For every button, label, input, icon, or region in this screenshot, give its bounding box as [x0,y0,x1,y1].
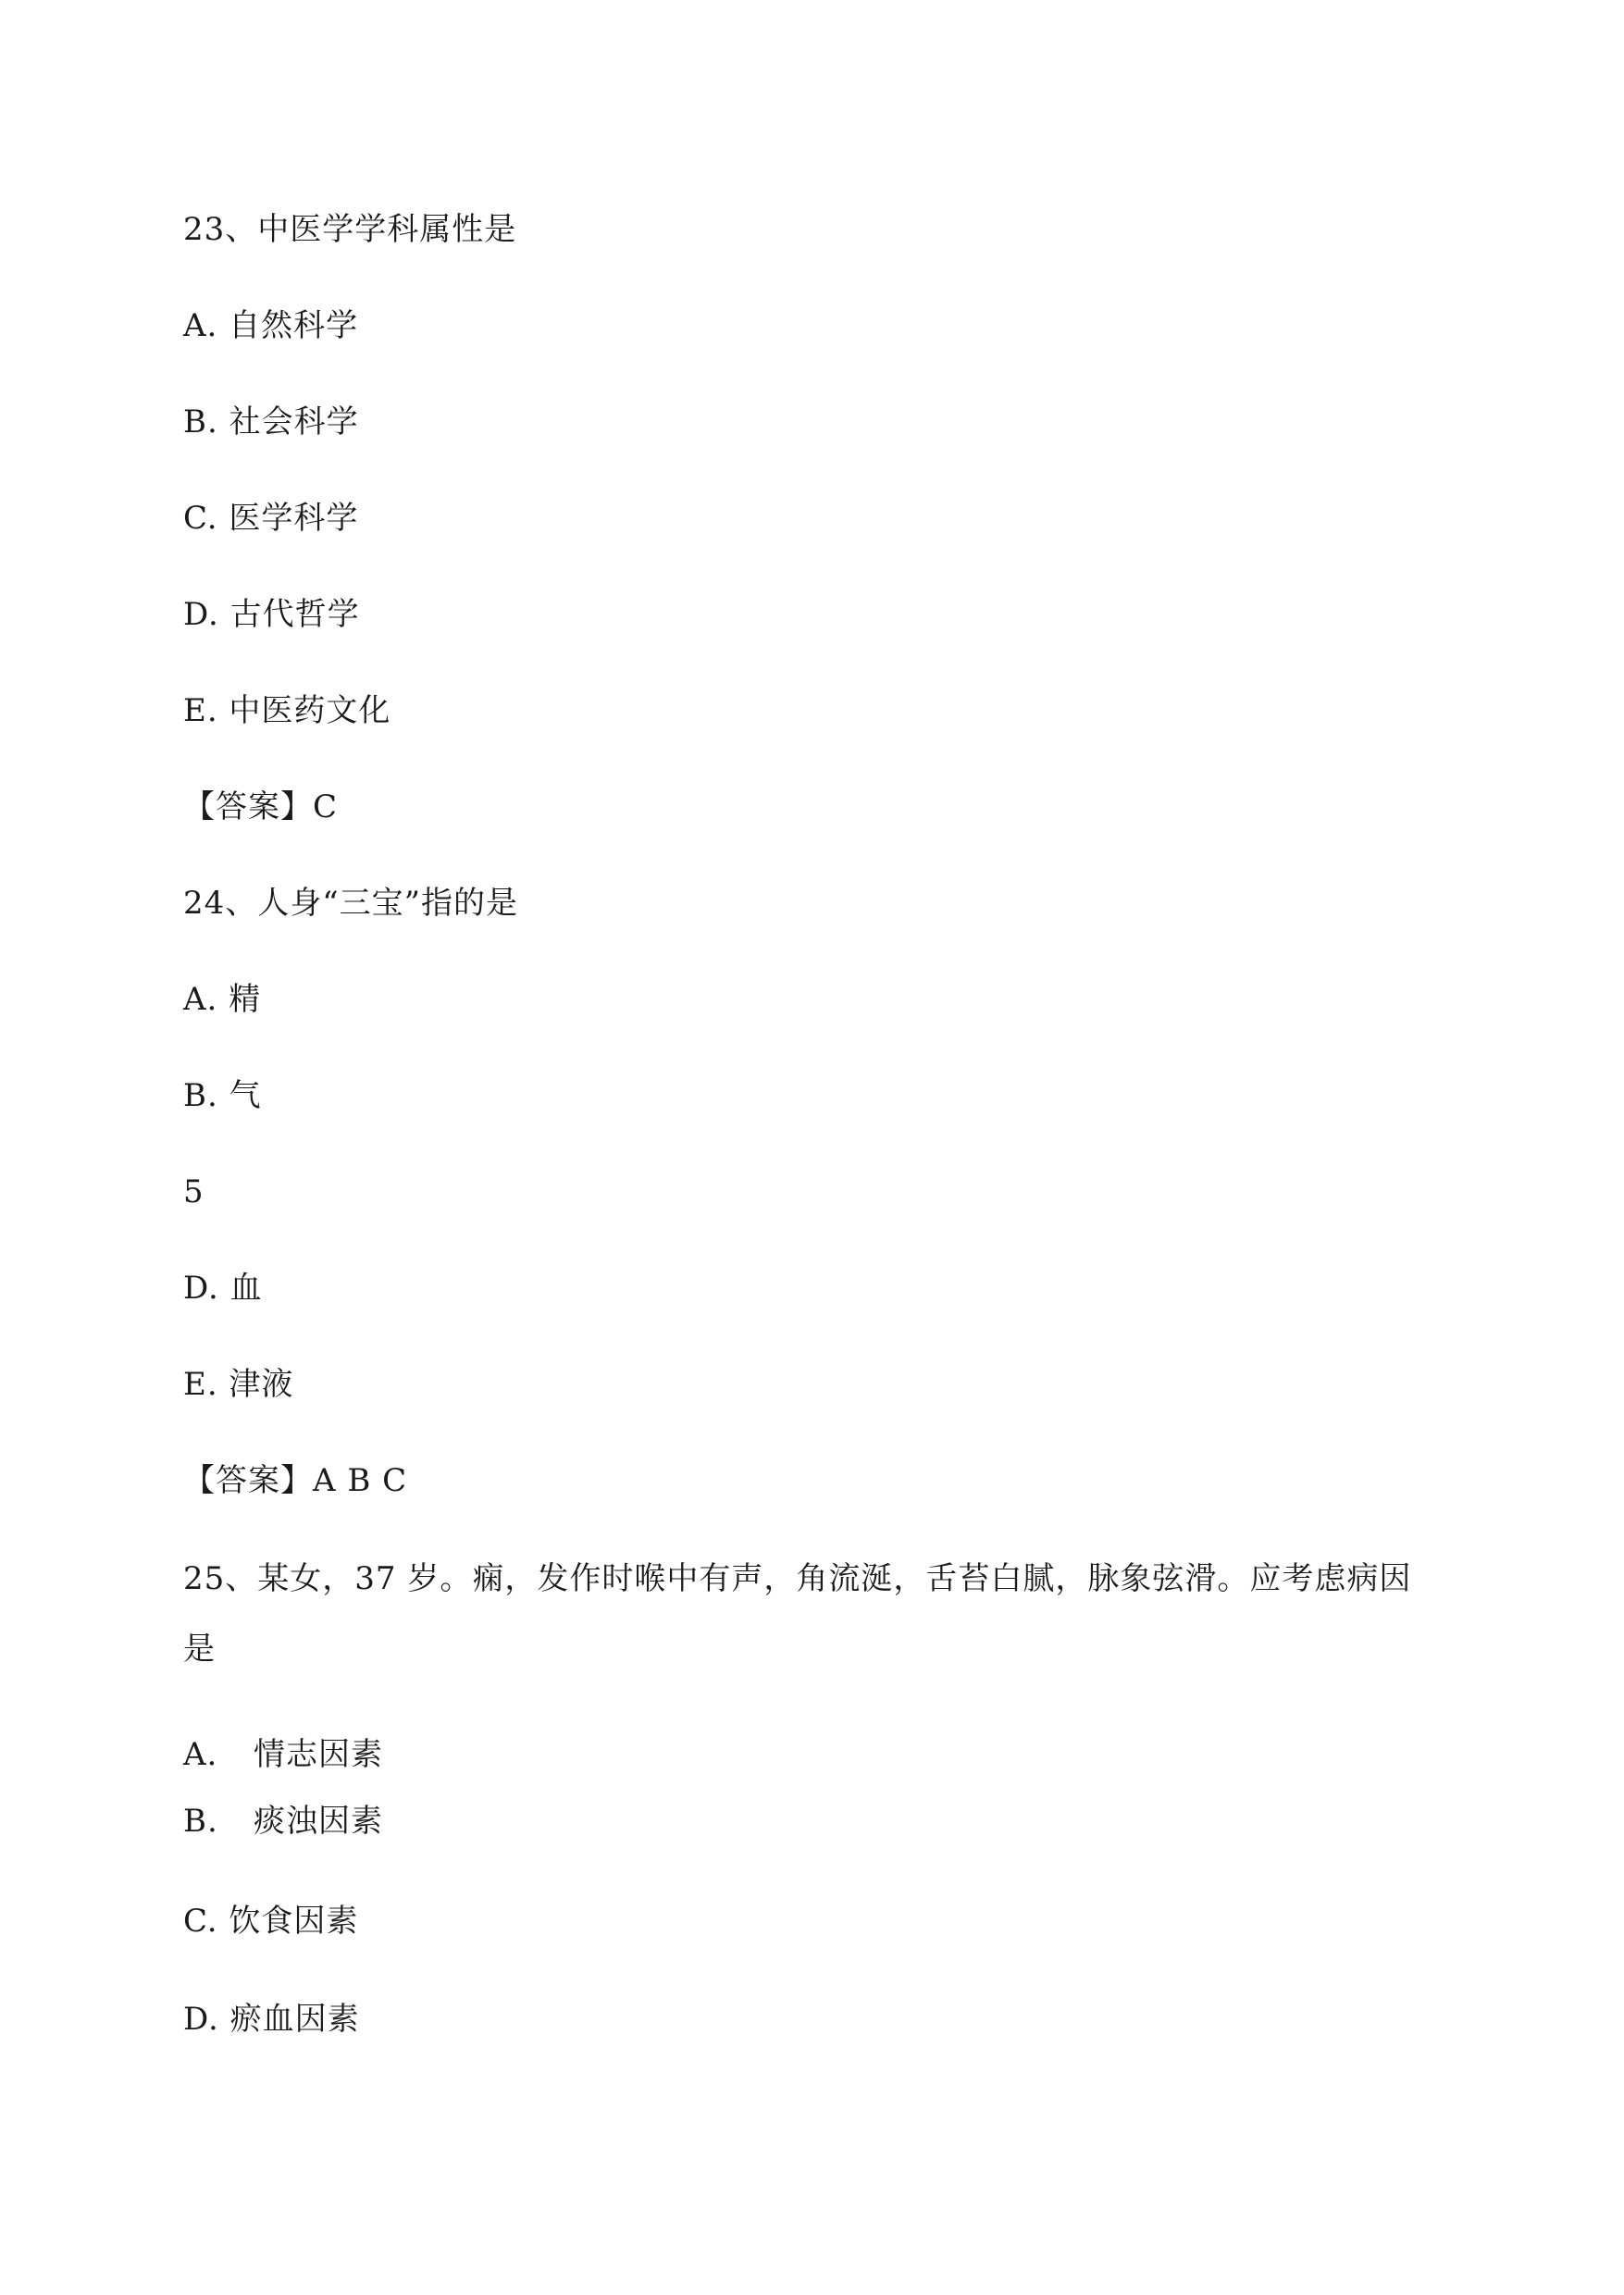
option-letter: A. [183,1736,218,1773]
question-24-stem: 24、人身“三宝”指的是 [183,885,519,922]
question-24-option-e: E. 津液 [183,1366,294,1403]
question-23-option-d: D. 古代哲学 [183,596,360,633]
question-24-option-a: A. 精 [183,981,262,1018]
option-letter: B. [183,1803,218,1840]
question-25-option-d: D. 瘀血因素 [183,2001,360,2038]
question-25-stem: 25、某女，37 岁。痫，发作时喉中有声，角流涎，舌苔白腻，脉象弦滑。应考虑病因是 [183,1560,1412,1668]
option-text: 情志因素 [254,1736,383,1773]
question-25-option-b [183,1801,383,1842]
question-23-option-e: E. 中医药文化 [183,692,391,729]
question-24-option-d: D. 血 [183,1270,263,1307]
question-23-option-c: C. 医学科学 [183,500,359,537]
question-25-option-a [183,1734,383,1775]
question-24-option-c: 5 [183,1173,205,1210]
question-25-option-c: C. 饮食因素 [183,1903,359,1940]
question-24-answer: 【答案】A B C [183,1462,408,1499]
question-23-option-b: B. 社会科学 [183,403,359,440]
option-text: 痰浊因素 [254,1803,383,1840]
question-23-option-a: A. 自然科学 [183,307,359,344]
question-24-option-b: B. 气 [183,1077,262,1114]
question-23-answer: 【答案】C [183,788,339,825]
question-23-stem: 23、中医学学科属性是 [183,211,517,248]
